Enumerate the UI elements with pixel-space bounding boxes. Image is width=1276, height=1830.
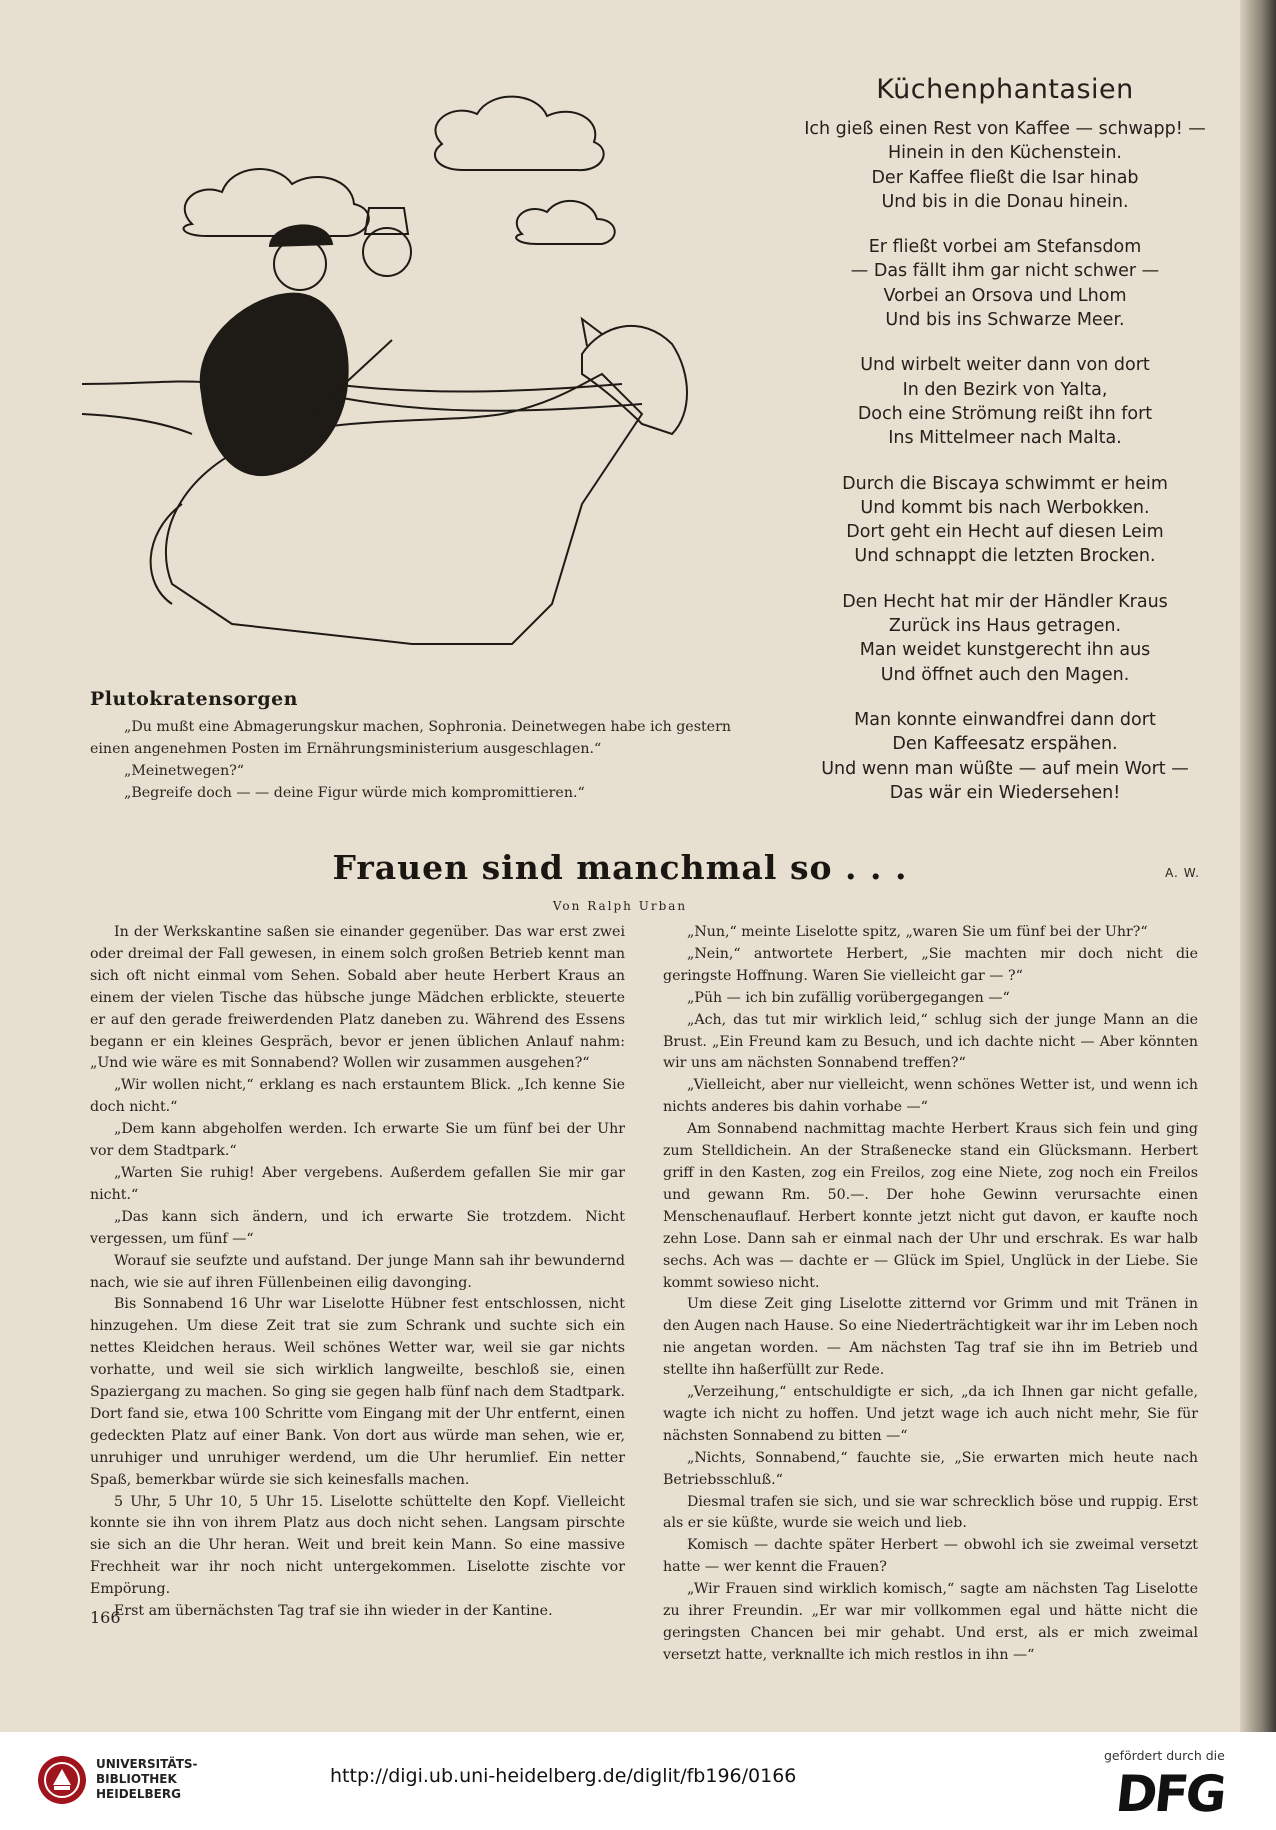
story-paragraph: Komisch — dachte später Herbert — obwohl ich sie zweimal versetzt hatte — wer kennt die Frauen?	[663, 1537, 1198, 1576]
story-paragraph: „Warten Sie ruhig! Aber vergebens. Außerdem gefallen Sie mir gar nicht.“	[90, 1164, 625, 1203]
library-line: UNIVERSITÄTS-	[96, 1757, 198, 1771]
story-paragraph: „Vielleicht, aber nur vielleicht, wenn schönes Wetter ist, und wenn ich nichts anderes bis dahin vorhabe —“	[663, 1077, 1198, 1116]
library-line: BIBLIOTHEK	[96, 1772, 177, 1786]
poem-line: Vorbei an Orsova und Lhom	[883, 285, 1127, 306]
poem-line: Doch eine Strömung reißt ihn fort	[857, 403, 1153, 424]
story-byline: Von Ralph Urban	[552, 899, 688, 913]
story-paragraph: „Wir Frauen sind wirklich komisch,“ sagte am nächsten Tag Liselotte zu ihrer Freundin. „Er war mir vollkommen egal und hätte nicht die geringsten Chancen bei mir gehabt. Und erst, als er mich zweimal versetzt hatte, verknallte ich mich restlos in ihn —“	[663, 1581, 1198, 1663]
funding-label: gefördert durch die	[1104, 1748, 1225, 1763]
poem-line: Das wär ein Wiedersehen!	[889, 782, 1121, 803]
story-paragraph: Um diese Zeit ging Liselotte zitternd vor Grimm und mit Tränen in den Augen nach Hause. So eine Niederträchtigkeit war ihr im Leben noch nie angetan worden. — Am nächsten Tag traf sie ihn im Betrieb und stellte ihn haßerfüllt zur Rede.	[663, 1296, 1198, 1379]
story-headline: Frauen sind manchmal so . . .	[332, 848, 908, 887]
poem-signature: A. W.	[1165, 866, 1200, 880]
poem-stanza	[780, 590, 1230, 687]
caption-line: „Du mußt eine Abmagerungskur machen, Sophronia. Deinetwegen habe ich gestern einen angenehmen Posten im Ernährungsministerium ausgeschlagen.“	[90, 719, 731, 757]
poem-stanza	[780, 353, 1230, 450]
story-paragraph: In der Werkskantine saßen sie einander gegenüber. Das war erst zwei oder dreimal der Fall gewesen, in einem solch großen Betrieb kennt man sich oft nicht einmal vom Sehen. Sobald aber heute Herbert Kraus an einem der vielen Tische das hübsche junge Mädchen erblickte, steuerte er auf den gerade freiwerdenden Platz daneben zu. Während des Essens begann er ein kleines Gespräch, bevor er jenen üblichen Anlauf nahm: „Und wie wäre es mit Sonnabend? Wollen wir zusammen ausgehen?“	[90, 924, 625, 1072]
poem-line: Und bis in die Donau hinein.	[881, 191, 1129, 212]
story-paragraph: „Nichts, Sonnabend,“ fauchte sie, „Sie erwarten mich heute nach Betriebsschluß.“	[663, 1449, 1198, 1488]
library-line: HEIDELBERG	[96, 1787, 181, 1801]
poem-line: Und bis ins Schwarze Meer.	[885, 310, 1125, 331]
poem-line: Hinein in den Küchenstein.	[888, 143, 1122, 164]
caption-line: „Meinetwegen?“	[124, 763, 245, 779]
story-paragraph: Erst am übernächsten Tag traf sie ihn wieder in der Kantine.	[114, 1603, 553, 1620]
story-paragraph: 5 Uhr, 5 Uhr 10, 5 Uhr 15. Liselotte schüttelte den Kopf. Vielleicht konnte sie ihn von ihrem Platz aus doch nicht sehen. Langsam pirschte sie sich an die Uhr heran. Weit und breit kein Mann. So eine massive Frechheit war ihr noch nicht untergekommen. Liselotte zischte vor Empörung.	[90, 1493, 625, 1598]
poem-line: Und kommt bis nach Werbokken.	[860, 497, 1150, 518]
story-paragraph: „Verzeihung,“ entschuldigte er sich, „da ich Ihnen gar nicht gefalle, wagte ich nicht zu hoffen. Und jetzt wage ich auch nicht mehr, Sie für nächsten Sonnabend zu bitten —“	[663, 1384, 1198, 1444]
book-binding-edge	[1240, 0, 1276, 1732]
poem-stanza	[780, 472, 1230, 569]
poem-line: Ins Mittelmeer nach Malta.	[888, 428, 1122, 449]
cartoon-caption	[90, 716, 740, 804]
poem-line: Und wirbelt weiter dann von dort	[860, 355, 1150, 376]
permalink-url[interactable]: http://digi.ub.uni-heidelberg.de/diglit/fb196/0166	[330, 1765, 797, 1787]
poem-line: Und öffnet auch den Magen.	[880, 664, 1130, 685]
poem-title: Küchenphantasien	[876, 74, 1134, 105]
cartoon-illustration	[82, 84, 742, 684]
story-paragraph: „Nein,“ antwortete Herbert, „Sie machten mir doch nicht die geringste Hoffnung. Waren Sie vielleicht gar — ?“	[663, 945, 1198, 984]
cartoon-title: Plutokratensorgen	[90, 688, 298, 710]
poem-line: Man weidet kunstgerecht ihn aus	[859, 640, 1151, 661]
poem-line: Er fließt vorbei am Stefansdom	[868, 237, 1142, 258]
story-paragraph: Diesmal trafen sie sich, und sie war schrecklich böse und ruppig. Erst als er sie küßte, wurde sie weich und lieb.	[663, 1493, 1198, 1532]
poem	[780, 74, 1230, 880]
story-paragraph: „Ach, das tut mir wirklich leid,“ schlug sich der junge Mann an die Brust. „Ein Freund kam zu Besuch, und ich dachte nicht — Aber könnten wir uns am nächsten Sonnabend treffen?“	[663, 1011, 1198, 1072]
caption-line: „Begreife doch — — deine Figur würde mich kompromittieren.“	[124, 785, 585, 801]
page-number: 166	[90, 1608, 121, 1627]
poem-line: Ich gieß einen Rest von Kaffee — schwapp! —	[804, 119, 1206, 139]
story-paragraph: „Wir wollen nicht,“ erklang es nach erstauntem Blick. „Ich kenne Sie doch nicht.“	[90, 1077, 625, 1116]
library-name[interactable]	[96, 1757, 198, 1802]
poem-line: Den Kaffeesatz erspähen.	[892, 734, 1118, 755]
cloud-right	[516, 201, 615, 244]
poem-stanza	[780, 708, 1230, 805]
poem-line: In den Bezirk von Yalta,	[902, 379, 1108, 400]
poem-stanza	[780, 235, 1230, 332]
poem-line: Und schnappt die letzten Brocken.	[854, 546, 1156, 567]
story-paragraph: Bis Sonnabend 16 Uhr war Liselotte Hübner fest entschlossen, nicht hinzugehen. Um diese Zeit trat sie zum Schrank und suchte sich ein nettes Kleidchen heraus. Weil schönes Wetter war, weil sie gar nichts vorhatte, und weil sie sich wirklich langweilte, beschloß sie, einen Spaziergang zu machen. So ging sie gegen halb fünf nach dem Stadtpark. Dort fand sie, etwa 100 Schritte vom Eingang mit der Uhr entfernt, einen gedeckten Platz auf einer Bank. Von dort aus würde man sehen, wie er, unruhiger und unruhiger werdend, um die Uhr herumlief. Ein netter Spaß, bemerkbar würde sie sich keinesfalls machen.	[90, 1296, 625, 1488]
horizon-line	[82, 381, 202, 384]
poem-line: — Das fällt ihm gar nicht schwer —	[850, 261, 1160, 282]
story-column-left	[90, 922, 625, 1623]
poem-line: Durch die Biscaya schwimmt er heim	[842, 473, 1168, 494]
story-paragraph: „Püh — ich bin zufällig vorübergegangen —“	[687, 989, 1010, 1006]
story-column-right	[663, 922, 1198, 1667]
gentleman-hat	[365, 208, 408, 234]
story-paragraph: Worauf sie seufzte und aufstand. Der junge Mann sah ihr bewundernd nach, wie sie auf ihren Füllenbeinen eilig davonging.	[90, 1252, 625, 1291]
poem-line: Und wenn man wüßte — auf mein Wort —	[821, 758, 1189, 779]
university-seal-icon[interactable]	[36, 1754, 88, 1806]
horse-head	[582, 326, 687, 434]
poem-stanza	[780, 117, 1230, 214]
poem-line: Zurück ins Haus getragen.	[888, 616, 1122, 637]
gentleman-head	[363, 228, 411, 276]
viewer-footer	[0, 1732, 1276, 1830]
poem-line: Den Hecht hat mir der Händler Kraus	[842, 591, 1168, 612]
ground-line	[82, 414, 192, 434]
poem-line: Der Kaffee fließt die Isar hinab	[871, 167, 1139, 188]
poem-line: Man konnte einwandfrei dann dort	[854, 709, 1156, 730]
story-paragraph: „Das kann sich ändern, und ich erwarte Sie trotzdem. Nicht vergessen, um fünf —“	[90, 1208, 625, 1247]
dfg-logo[interactable]: DFG	[1112, 1765, 1227, 1823]
story-paragraph: „Nun,“ meinte Liselotte spitz, „waren Sie um fünf bei der Uhr?“	[687, 924, 1148, 940]
cloud-left	[184, 169, 369, 236]
story-paragraph: „Dem kann abgeholfen werden. Ich erwarte Sie um fünf bei der Uhr vor dem Stadtpark.“	[90, 1121, 625, 1160]
rider-coat	[201, 294, 348, 475]
story-paragraph: Am Sonnabend nachmittag machte Herbert Kraus sich fein und ging zum Stelldichein. An der Straßenecke stand ein Glücksmann. Herbert griff in den Kasten, zog ein Freilos, zog eine Niete, zog noch ein Freilos und gewann Rm. 50.—. Der hohe Gewinn verursachte einen Menschenauflauf. Herbert konnte jetzt nicht gut davon, er kaufte noch zehn Lose. Dann sah er einmal nach der Uhr und erschrak. Es war halb sechs. Ach was — dachte er — Glück im Spiel, Unglück in der Liebe. Sie kommt sowieso nicht.	[663, 1121, 1198, 1291]
rider-hat	[270, 225, 332, 246]
cloud-upper	[435, 97, 604, 171]
reins	[332, 384, 642, 411]
poem-line: Dort geht ein Hecht auf diesen Leim	[846, 522, 1164, 543]
